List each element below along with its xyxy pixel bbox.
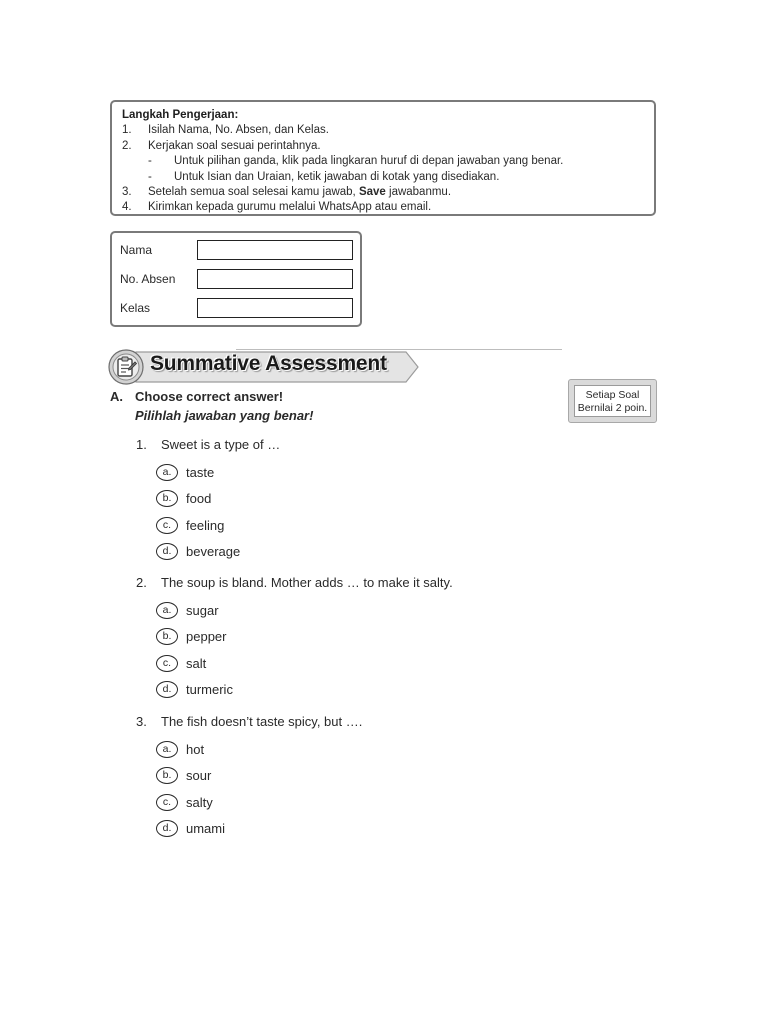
- identity-form: [110, 231, 362, 327]
- save-keyword: Save: [358, 186, 386, 199]
- class-input[interactable]: [197, 298, 353, 318]
- instruction-step: 2. Kerjakan soal sesuai perintahnya.: [122, 139, 321, 152]
- question-prompt: The fish doesn’t taste spicy, but ….: [161, 714, 363, 729]
- points-line-2: Bernilai 2 poin.: [577, 401, 648, 414]
- class-row: [120, 298, 356, 320]
- option-bubble[interactable]: b.: [156, 490, 178, 507]
- option-b[interactable]: [136, 624, 556, 651]
- instruction-substep: - Untuk pilihan ganda, klik pada lingkaran huruf di depan jawaban yang benar.: [148, 155, 564, 168]
- option-bubble[interactable]: d.: [156, 681, 178, 698]
- option-b[interactable]: [136, 763, 556, 790]
- option-text: umami: [186, 821, 226, 837]
- option-bubble[interactable]: a.: [156, 464, 178, 481]
- option-bubble[interactable]: b.: [156, 767, 178, 784]
- instruction-step: 4. Kirimkan kepada gurumu melalui WhatsApp atau email.: [122, 201, 432, 214]
- option-bubble[interactable]: b.: [156, 628, 178, 645]
- option-a[interactable]: [136, 736, 556, 763]
- class-label: Kelas: [120, 301, 151, 315]
- option-bubble[interactable]: c.: [156, 517, 178, 534]
- option-text: food: [186, 491, 212, 507]
- instruction-step: 3. Setelah semua soal selesai kamu jawab, Save jawabanmu.: [122, 186, 452, 199]
- question-text: [136, 437, 556, 459]
- option-c[interactable]: [136, 512, 556, 539]
- question-number: 1.: [136, 437, 147, 452]
- question-1: [136, 437, 556, 565]
- option-text: beverage: [186, 544, 241, 560]
- option-text: pepper: [186, 629, 227, 645]
- absen-input[interactable]: [197, 269, 353, 289]
- question-number: 2.: [136, 575, 147, 590]
- question-prompt: Sweet is a type of …: [161, 437, 281, 452]
- option-c[interactable]: [136, 789, 556, 816]
- option-text: sugar: [186, 602, 219, 618]
- points-badge: [568, 379, 657, 423]
- name-label: Nama: [120, 243, 153, 257]
- option-text: salt: [186, 655, 207, 671]
- option-a[interactable]: [136, 597, 556, 624]
- option-bubble[interactable]: c.: [156, 655, 178, 672]
- question-3: [136, 714, 556, 842]
- name-row: [120, 240, 356, 262]
- instruction-step: 1. Isilah Nama, No. Absen, dan Kelas.: [122, 124, 329, 137]
- option-bubble[interactable]: d.: [156, 543, 178, 560]
- banner-title: Summative Assessment: [150, 352, 387, 375]
- instructions-box: [110, 100, 656, 216]
- points-line-1: Setiap Soal: [585, 389, 640, 401]
- option-text: salty: [186, 794, 213, 810]
- option-b[interactable]: [136, 486, 556, 513]
- section-subtitle: Pilihlah jawaban yang benar!: [135, 408, 314, 423]
- option-bubble[interactable]: a.: [156, 602, 178, 619]
- question-text: [136, 714, 556, 736]
- absen-row: [120, 269, 356, 291]
- option-text: turmeric: [186, 682, 233, 698]
- name-input[interactable]: [197, 240, 353, 260]
- instruction-substep: - Untuk Isian dan Uraian, ketik jawaban di kotak yang disediakan.: [148, 170, 500, 183]
- option-text: hot: [186, 741, 205, 757]
- instructions-heading: Langkah Pengerjaan:: [122, 109, 239, 121]
- option-bubble[interactable]: c.: [156, 794, 178, 811]
- section-title: Choose correct answer!: [135, 389, 284, 404]
- option-text: feeling: [186, 517, 225, 533]
- option-d[interactable]: [136, 677, 556, 704]
- section-letter: A.: [110, 389, 123, 404]
- option-a[interactable]: [136, 459, 556, 486]
- question-prompt: The soup is bland. Mother adds … to make it salty.: [161, 575, 453, 590]
- points-badge-inner: [574, 385, 651, 417]
- question-number: 3.: [136, 714, 147, 729]
- option-bubble[interactable]: a.: [156, 741, 178, 758]
- option-c[interactable]: [136, 650, 556, 677]
- option-text: sour: [186, 768, 212, 784]
- option-text: taste: [186, 464, 215, 480]
- clipboard-icon: [114, 355, 138, 379]
- question-text: [136, 575, 556, 597]
- option-d[interactable]: [136, 539, 556, 566]
- absen-label: No. Absen: [120, 272, 176, 286]
- option-bubble[interactable]: d.: [156, 820, 178, 837]
- option-d[interactable]: [136, 816, 556, 843]
- question-2: [136, 575, 556, 703]
